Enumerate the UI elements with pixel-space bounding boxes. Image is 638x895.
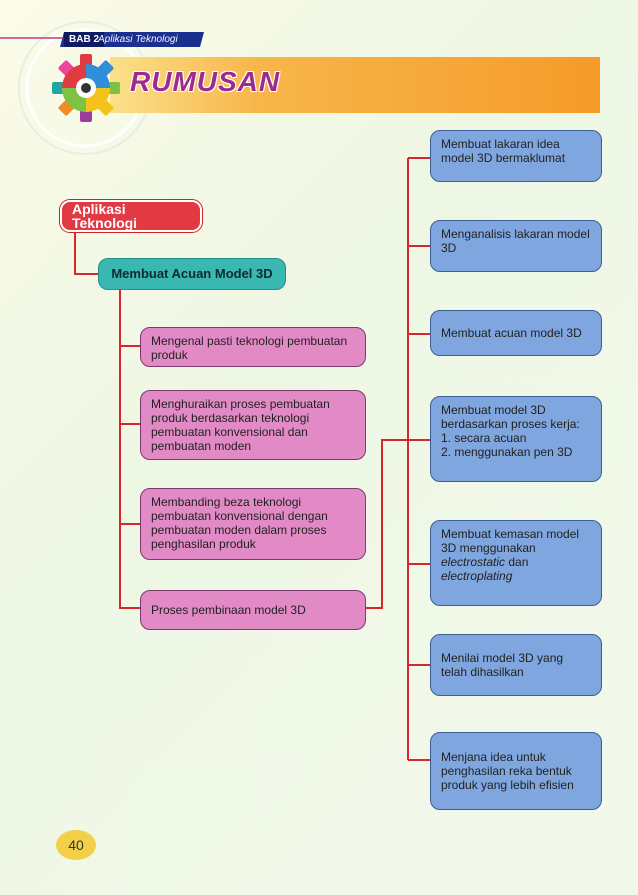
pink-node-1: Mengenal pasti teknologi pembuatan produk xyxy=(140,327,366,367)
blue-node-5-text: Membuat kemasan model 3D menggunakan xyxy=(441,527,580,555)
root-node: Aplikasi Teknologi xyxy=(60,200,202,232)
banner-title: RUMUSAN xyxy=(130,66,281,97)
pink-node-3: Membanding beza teknologi pembuatan konvensional dengan pembuatan moden dalam proses penghasilan produk xyxy=(140,488,366,560)
blue-node-5-term-2: electroplating xyxy=(441,569,513,583)
gear-icon xyxy=(50,52,122,124)
blue-node-5-conj: dan xyxy=(508,555,529,569)
blue-node-6: Menilai model 3D yang telah dihasilkan xyxy=(430,634,602,696)
blue-node-4-line3: 2. menggunakan pen 3D xyxy=(441,445,573,459)
blue-node-7: Menjana idea untuk penghasilan reka bentuk produk yang lebih efisien xyxy=(430,732,602,810)
blue-node-3: Membuat acuan model 3D xyxy=(430,310,602,356)
blue-node-1: Membuat lakaran idea model 3D bermaklumat xyxy=(430,130,602,182)
blue-node-5-term-1: electrostatic xyxy=(441,555,506,569)
page-number: 40 xyxy=(56,830,96,860)
blue-node-4-line2: 1. secara acuan xyxy=(441,431,527,445)
blue-node-5 xyxy=(430,520,602,606)
blue-node-4-line1: Membuat model 3D berdasarkan proses kerja: xyxy=(441,403,580,431)
chapter-title: Aplikasi Teknologi xyxy=(98,34,178,45)
chapter-number: BAB 2 xyxy=(64,32,104,47)
pink-node-4: Proses pembinaan model 3D xyxy=(140,590,366,630)
blue-node-4 xyxy=(430,396,602,482)
sub-node: Membuat Acuan Model 3D xyxy=(98,258,286,290)
pink-node-2: Menghuraikan proses pembuatan produk berdasarkan teknologi pembuatan konvensional dan pembuatan moden xyxy=(140,390,366,460)
blue-node-2: Menganalisis lakaran model 3D xyxy=(430,220,602,272)
